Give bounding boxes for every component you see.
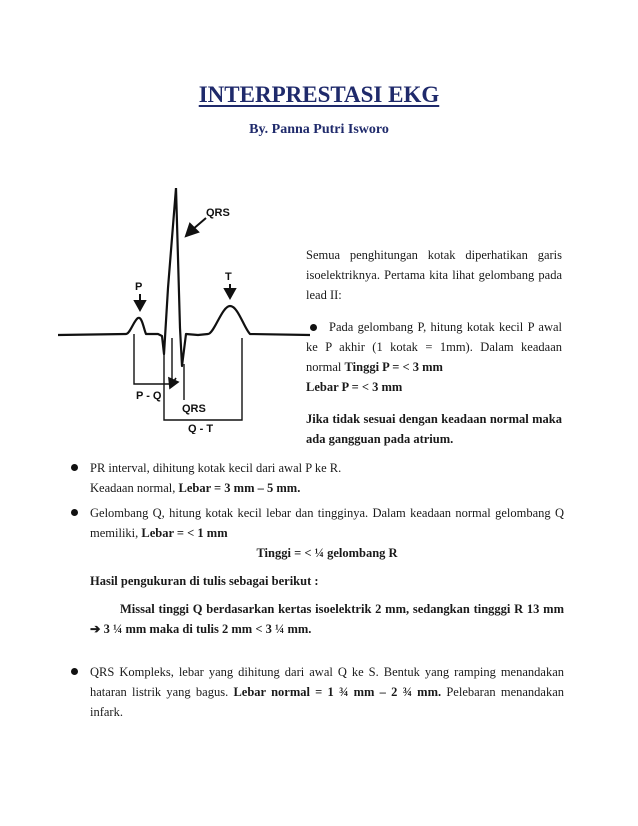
label-qt: Q - T [188, 423, 214, 434]
intro-paragraph: Semua penghitungan kotak diperhatikan garis isoelektriknya. Pertama kita lihat gelombang pada lead II: [306, 248, 562, 302]
q-text: Gelombang Q, hitung kotak kecil lebar dan tingginya. Dalam keadaan normal gelombang Q memiliki, Lebar = < 1 mm [90, 506, 564, 540]
pr-line2: Keadaan normal, Lebar = 3 mm – 5 mm. [90, 481, 301, 495]
qrs-text: QRS Kompleks, lebar yang dihitung dari awal Q ke S. Bentuk yang ramping menandakan hataran listrik yang bagus. Lebar normal = 1 ¾ mm – 2 ¾ mm. Pelebaran menandakan infark. [90, 665, 565, 719]
label-p: P [135, 281, 143, 293]
document-author: By. Panna Putri Isworo [249, 122, 389, 137]
atrium-note: Jika tidak sesuai dengan keadaan normal maka ada gangguan pada atrium. [306, 412, 562, 446]
p-wave-paragraph: Pada gelombang P, hitung kotak kecil P awal ke P akhir (1 kotak = 1mm). Dalam keadaan normal Tinggi P = < 3 mm Lebar P = < 3 mm [306, 320, 562, 394]
arrow-t [225, 284, 235, 298]
pr-line1: PR interval, dihitung kotak kecil dari awal P ke R. [90, 461, 342, 475]
q-tinggi: Tinggi = < ¼ gelombang R [256, 546, 398, 560]
q-example: Missal tinggi Q berdasarkan kertas isoelektrik 2 mm, sedangkan tingggi R 13 mm ➔ 3 ¼ mm maka di tulis 2 mm < 3 ¼ mm. [90, 602, 564, 636]
label-qrs-bottom: QRS [182, 403, 206, 415]
ekg-waveform-diagram [58, 188, 310, 434]
arrow-icon: ➔ [90, 622, 101, 636]
bullet-dot [310, 324, 317, 331]
bullet-qrs-complex [90, 662, 564, 722]
label-qrs-top: QRS [206, 207, 230, 219]
arrow-qrs [186, 218, 206, 236]
pq-bracket [134, 334, 172, 384]
ekg-trace [58, 188, 310, 366]
right-column-text [306, 245, 562, 449]
q-hasil: Hasil pengukuran di tulis sebagai berikut : [90, 574, 319, 588]
label-t: T [225, 271, 232, 283]
bullet-dot [71, 464, 78, 471]
bullet-dot [71, 668, 78, 675]
bullet-pr-interval [90, 458, 564, 498]
arrow-qrs-bottom [169, 378, 178, 388]
document-title: INTERPRESTASI EKG [198, 82, 440, 107]
label-pq: P - Q [136, 390, 162, 402]
arrow-p [135, 294, 145, 310]
bullet-dot [71, 509, 78, 516]
bullet-q-wave [90, 503, 564, 639]
